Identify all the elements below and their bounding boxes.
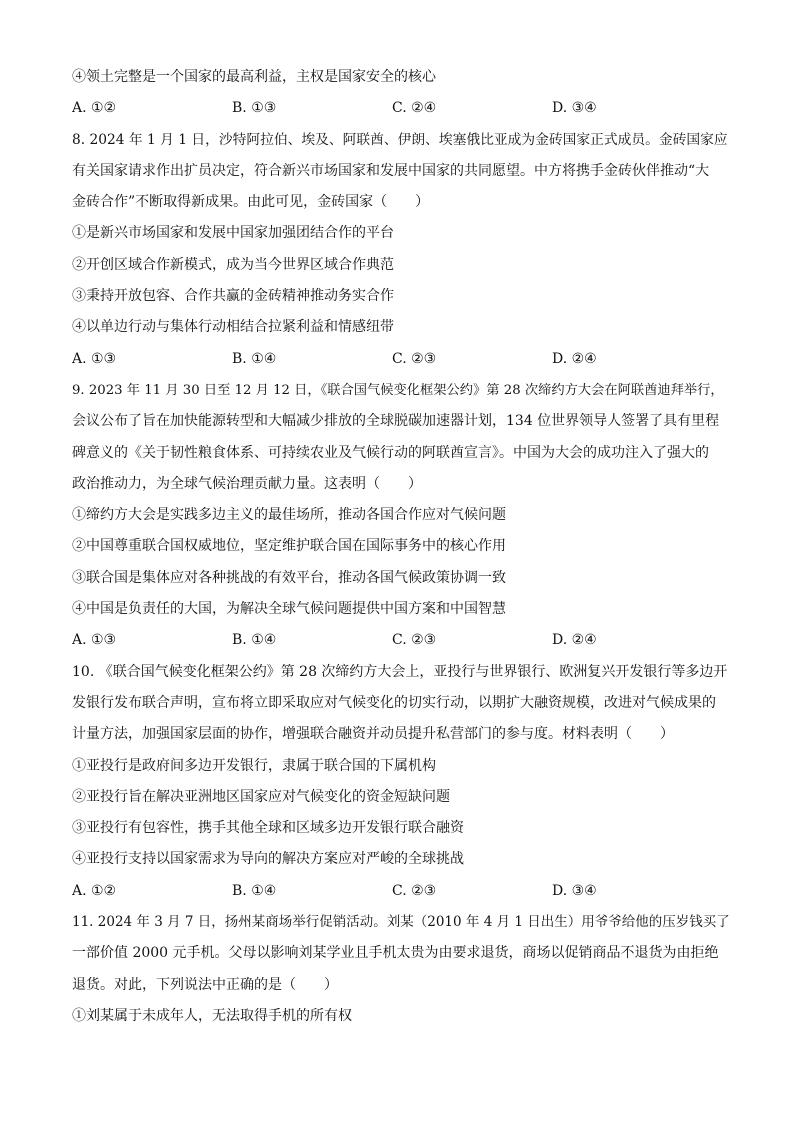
q9-stem-line-3: 碑意义的《关于韧性粮食体系、可持续农业及气候行动的阿联酋宣言》。中国为大会的成功注入了强大的 xyxy=(72,444,709,461)
q7-option-a: A. ①② xyxy=(72,100,117,117)
q9-stem-line-2: 会议公布了旨在加快能源转型和大幅减少排放的全球脱碳加速器计划，134 位世界领导人签署了具有里程 xyxy=(72,413,720,430)
q8-option-b: B. ①④ xyxy=(232,350,277,367)
q10-stem-line-1: 10. 《联合国气候变化框架公约》第 28 次缔约方大会上，亚投行与世界银行、欧洲复兴开发银行等多边开 xyxy=(72,663,728,680)
q9-option-d: D. ②④ xyxy=(552,632,597,649)
q11-item-1: ①刘某属于未成年人，无法取得手机的所有权 xyxy=(72,1007,352,1024)
q10-option-a: A. ①② xyxy=(72,882,117,899)
q8-item-4: ④以单边行动与集体行动相结合拉紧利益和情感纽带 xyxy=(72,319,394,336)
q7-option-b: B. ①③ xyxy=(232,100,277,117)
q9-item-4: ④中国是负责任的大国，为解决全球气候问题提供中国方案和中国智慧 xyxy=(72,601,506,618)
q9-option-a: A. ①③ xyxy=(72,632,117,649)
q8-stem-line-1: 8. 2024 年 1 月 1 日，沙特阿拉伯、埃及、阿联酋、伊朗、埃塞俄比亚成为金砖国家正式成员。金砖国家应 xyxy=(72,131,728,148)
q10-option-d: D. ③④ xyxy=(552,882,597,899)
q8-stem-line-3: 金砖合作”不断取得新成果。由此可见，金砖国家（ ） xyxy=(72,194,430,211)
q10-item-2: ②亚投行旨在解决亚洲地区国家应对气候变化的资金短缺问题 xyxy=(72,788,450,805)
q8-option-a: A. ①③ xyxy=(72,350,117,367)
q9-item-3: ③联合国是集体应对各种挑战的有效平台，推动各国气候政策协调一致 xyxy=(72,569,506,586)
exam-page xyxy=(72,62,732,1032)
q11-stem-line-1: 11. 2024 年 3 月 7 日，扬州某商场举行促销活动。刘某（2010 年 4 月 1 日出生）用爷爷给他的压岁钱买了 xyxy=(72,914,730,931)
q10-item-1: ①亚投行是政府间多边开发银行，隶属于联合国的下属机构 xyxy=(72,757,436,774)
q9-item-1: ①缔约方大会是实践多边主义的最佳场所，推动各国合作应对气候问题 xyxy=(72,507,506,524)
q11-stem-line-2: 一部价值 2000 元手机。父母以影响刘某学业且手机太贵为由要求退货，商场以促销商品不退货为由拒绝 xyxy=(72,945,719,962)
q9-stem-line-4: 政治推动力，为全球气候治理贡献力量。这表明（ ） xyxy=(72,475,422,492)
q7-option-d: D. ③④ xyxy=(552,100,597,117)
q10-option-c: C. ②③ xyxy=(392,882,437,899)
q9-options xyxy=(72,625,732,656)
q9-item-2: ②中国尊重联合国权威地位，坚定维护联合国在国际事务中的核心作用 xyxy=(72,538,506,555)
q8-options xyxy=(72,344,732,375)
q10-option-b: B. ①④ xyxy=(232,882,277,899)
q8-item-1: ①是新兴市场国家和发展中国家加强团结合作的平台 xyxy=(72,225,394,242)
q8-item-2: ②开创区域合作新模式，成为当今世界区域合作典范 xyxy=(72,256,394,273)
q7-option-c: C. ②④ xyxy=(392,100,437,117)
q10-item-3: ③亚投行有包容性，携手其他全球和区域多边开发银行联合融资 xyxy=(72,820,464,837)
q10-stem-line-3: 计量方法，加强国家层面的协作，增强联合融资并动员提升私营部门的参与度。材料表明（ ） xyxy=(72,726,674,743)
q9-stem-line-1: 9. 2023 年 11 月 30 日至 12 月 12 日，《联合国气候变化框架公约》第 28 次缔约方大会在阿联酋迪拜举行， xyxy=(72,382,724,398)
q9-option-c: C. ②③ xyxy=(392,632,437,649)
q7-item-4: ④领土完整是一个国家的最高利益，主权是国家安全的核心 xyxy=(72,69,436,85)
q10-stem-line-2: 发银行发布联合声明，宣布将立即采取应对气候变化的切实行动，以期扩大融资规模，改进对气候成果的 xyxy=(72,694,716,711)
q8-option-d: D. ②④ xyxy=(552,350,597,367)
q8-option-c: C. ②③ xyxy=(392,350,437,367)
q8-item-3: ③秉持开放包容、合作共赢的金砖精神推动务实合作 xyxy=(72,288,394,305)
q9-option-b: B. ①④ xyxy=(232,632,277,649)
q10-options xyxy=(72,876,732,907)
q11-stem-line-3: 退货。对此，下列说法中正确的是（ ） xyxy=(72,976,338,993)
q8-stem-line-2: 有关国家请求作出扩员决定，符合新兴市场国家和发展中国家的共同愿望。中方将携手金砖伙伴推动“大 xyxy=(72,162,710,179)
q10-item-4: ④亚投行支持以国家需求为导向的解决方案应对严峻的全球挑战 xyxy=(72,851,464,868)
q7-options xyxy=(72,93,732,124)
